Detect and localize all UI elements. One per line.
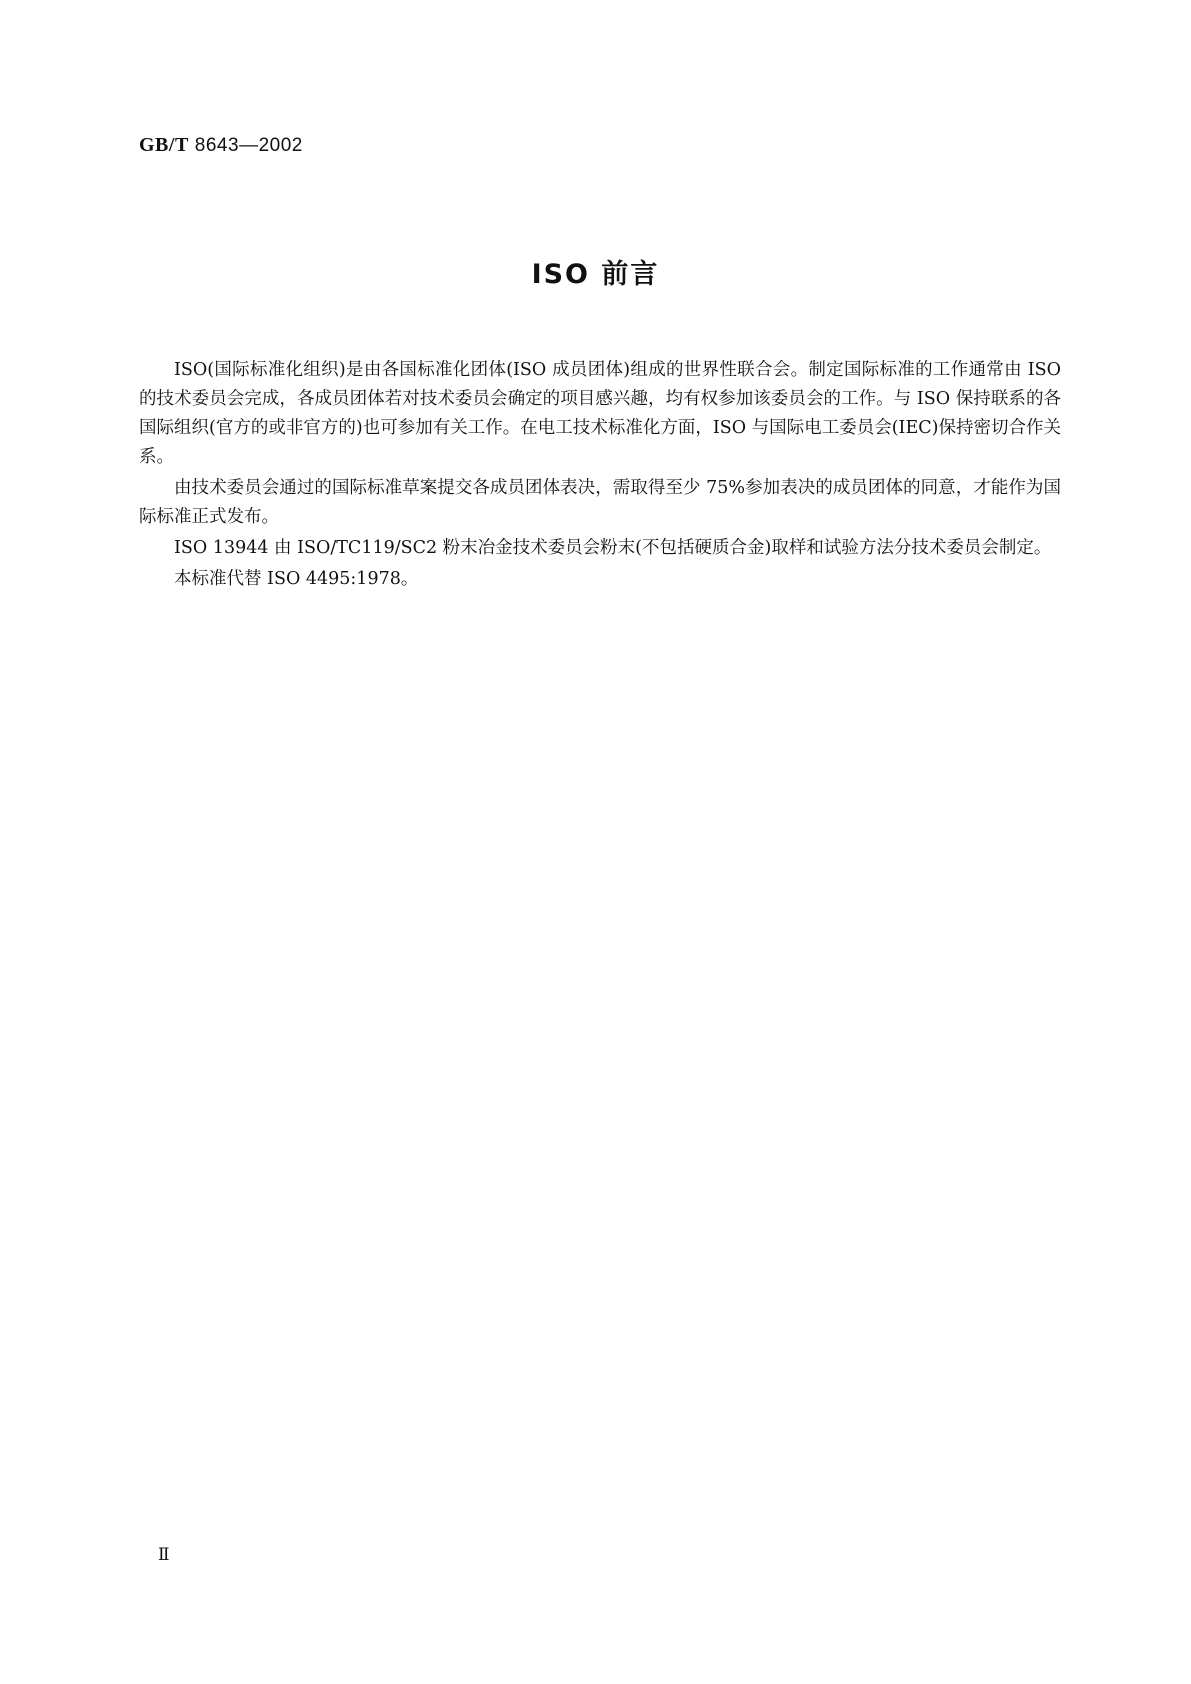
paragraph-iso-intro: ISO(国际标准化组织)是由各国标准化团体(ISO 成员团体)组成的世界性联合会。制定国际标准的工作通常由 ISO 的技术委员会完成，各成员团体若对技术委员会确定的项目感兴趣，均有权参加该委员会的工作。与 ISO 保持联系的各国际组织(官方的或非官方的)也可参加有关工作。在电工技术标准化方面，ISO 与国际电工委员会(IEC)保持密切合作关系。	[139, 360, 1061, 467]
section-title: ISO 前言	[531, 259, 660, 290]
foreword-body	[139, 356, 1061, 596]
paragraph-replaces: 本标准代替 ISO 4495:1978。	[174, 569, 419, 589]
paragraph-voting: 由技术委员会通过的国际标准草案提交各成员团体表决，需取得至少 75%参加表决的成员团体的同意，才能作为国际标准正式发布。	[139, 478, 1061, 527]
standard-number: 8643—2002	[194, 135, 303, 156]
page-number: Ⅱ	[158, 1545, 170, 1564]
standard-code: GB/T	[139, 134, 189, 156]
standard-number-header	[139, 134, 303, 157]
paragraph-committee: ISO 13944 由 ISO/TC119/SC2 粉末冶金技术委员会粉末(不包括硬质合金)取样和试验方法分技术委员会制定。	[174, 538, 1052, 558]
